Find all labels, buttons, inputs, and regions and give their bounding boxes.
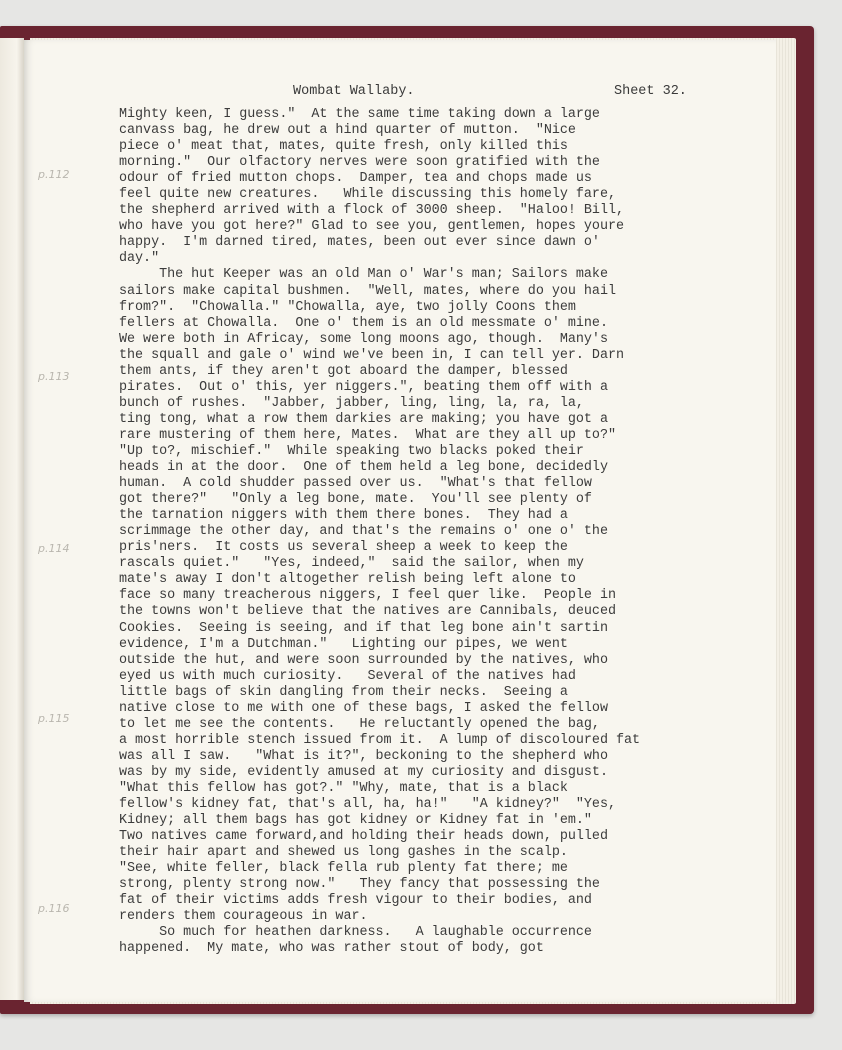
text-line: eyed us with much curiosity. Several of the natives had: [119, 668, 576, 684]
text-line: evidence, I'm a Dutchman." Lighting our pipes, we went: [119, 636, 568, 652]
text-line: pirates. Out o' this, yer niggers.", beating them off with a: [119, 379, 608, 395]
text-line: scrimmage the other day, and that's the remains o' one o' the: [119, 524, 608, 540]
text-line: rare mustering of them here, Mates. What are they all up to?": [119, 427, 616, 443]
text-line: was all I saw. "What is it?", beckoning to the shepherd who: [119, 748, 608, 764]
margin-note: p.112: [38, 168, 70, 181]
text-line: Cookies. Seeing is seeing, and if that leg bone ain't sartin: [119, 620, 608, 636]
text-line: strong, plenty strong now." They fancy that possessing the: [119, 877, 600, 893]
text-line: Kidney; all them bags has got kidney or Kidney fat in 'em.": [119, 813, 592, 829]
text-line: fellow's kidney fat, that's all, ha, ha!" "A kidney?" "Yes,: [119, 797, 616, 813]
text-line: their hair apart and shewed us long gashes in the scalp.: [119, 845, 568, 861]
margin-note: p.116: [38, 902, 70, 915]
left-page-edge: [0, 38, 24, 1000]
text-line: was by my side, evidently amused at my curiosity and disgust.: [119, 764, 608, 780]
text-line: pris'ners. It costs us several sheep a week to keep the: [119, 540, 568, 556]
text-line: happened. My mate, who was rather stout of body, got: [119, 941, 544, 957]
manuscript-page: [24, 40, 776, 1002]
text-line: outside the hut, and were soon surrounded by the natives, who: [119, 652, 608, 668]
text-line: ting tong, what a row them darkies are making; you have got a: [119, 411, 608, 427]
text-line: to let me see the contents. He reluctantly opened the bag,: [119, 716, 600, 732]
text-line: human. A cold shudder passed over us. "What's that fellow: [119, 476, 592, 492]
text-line: Mighty keen, I guess." At the same time taking down a large: [119, 107, 600, 122]
text-line: morning." Our olfactory nerves were soon gratified with the: [119, 155, 600, 171]
text-line: The hut Keeper was an old Man o' War's man; Sailors make: [119, 267, 608, 283]
text-line: a most horrible stench issued from it. A lump of discoloured fat: [119, 732, 641, 748]
text-line: the shepherd arrived with a flock of 3000 sheep. "Haloo! Bill,: [119, 203, 624, 219]
margin-note: p.114: [38, 542, 70, 555]
margin-note: p.113: [38, 370, 70, 383]
text-line: from?". "Chowalla." "Chowalla, aye, two jolly Coons them: [119, 299, 576, 315]
text-line: heads in at the door. One of them held a leg bone, decidedly: [119, 460, 608, 476]
text-line: So much for heathen darkness. A laughable occurrence: [119, 925, 592, 941]
text-line: the tarnation niggers with them there bones. They had a: [119, 508, 568, 524]
text-line: Two natives came forward,and holding their heads down, pulled: [119, 829, 608, 845]
text-line: got there?" "Only a leg bone, mate. You'll see plenty of: [119, 492, 592, 508]
text-line: feel quite new creatures. While discussing this homely fare,: [119, 187, 616, 203]
text-line: "What this fellow has got?." "Why, mate, that is a black: [119, 780, 568, 796]
sheet-number: Sheet 32.: [614, 84, 687, 99]
text-line: bunch of rushes. "Jabber, jabber, ling, ling, la, ra, la,: [119, 395, 584, 411]
text-line: who have you got here?" Glad to see you, gentlemen, hopes youre: [119, 219, 624, 235]
text-line: the towns won't believe that the natives are Cannibals, deuced: [119, 604, 616, 620]
margin-note: p.115: [38, 712, 70, 725]
text-line: day.": [119, 251, 160, 267]
text-line: them ants, if they aren't got aboard the damper, blessed: [119, 363, 568, 379]
document-title: Wombat Wallaby.: [293, 84, 415, 99]
text-line: piece o' meat that, mates, quite fresh, only killed this: [119, 139, 568, 155]
text-line: native close to me with one of these bags, I asked the fellow: [119, 700, 608, 716]
typed-body-text: [119, 107, 640, 957]
page-header: [24, 84, 776, 102]
text-line: little bags of skin dangling from their necks. Seeing a: [119, 684, 568, 700]
text-line: rascals quiet." "Yes, indeed," said the sailor, when my: [119, 556, 584, 572]
text-line: mate's away I don't altogether relish being left alone to: [119, 572, 576, 588]
text-line: face so many treacherous niggers, I feel quer like. People in: [119, 588, 616, 604]
text-line: sailors make capital bushmen. "Well, mates, where do you hail: [119, 283, 616, 299]
text-line: fat of their victims adds fresh vigour to their bodies, and: [119, 893, 592, 909]
text-line: the squall and gale o' wind we've been in, I can tell yer. Darn: [119, 347, 624, 363]
text-line: fellers at Chowalla. One o' them is an old messmate o' mine.: [119, 315, 608, 331]
text-line: We were both in Africay, some long moons ago, though. Many's: [119, 331, 608, 347]
text-line: "See, white feller, black fella rub plenty fat there; me: [119, 861, 568, 877]
text-line: "Up to?, mischief." While speaking two blacks poked their: [119, 443, 584, 459]
text-line: canvass bag, he drew out a hind quarter of mutton. "Nice: [119, 123, 576, 139]
text-line: renders them courageous in war.: [119, 909, 368, 925]
text-line: happy. I'm darned tired, mates, been out ever since dawn o': [119, 235, 600, 251]
text-line: odour of fried mutton chops. Damper, tea and chops made us: [119, 171, 592, 187]
